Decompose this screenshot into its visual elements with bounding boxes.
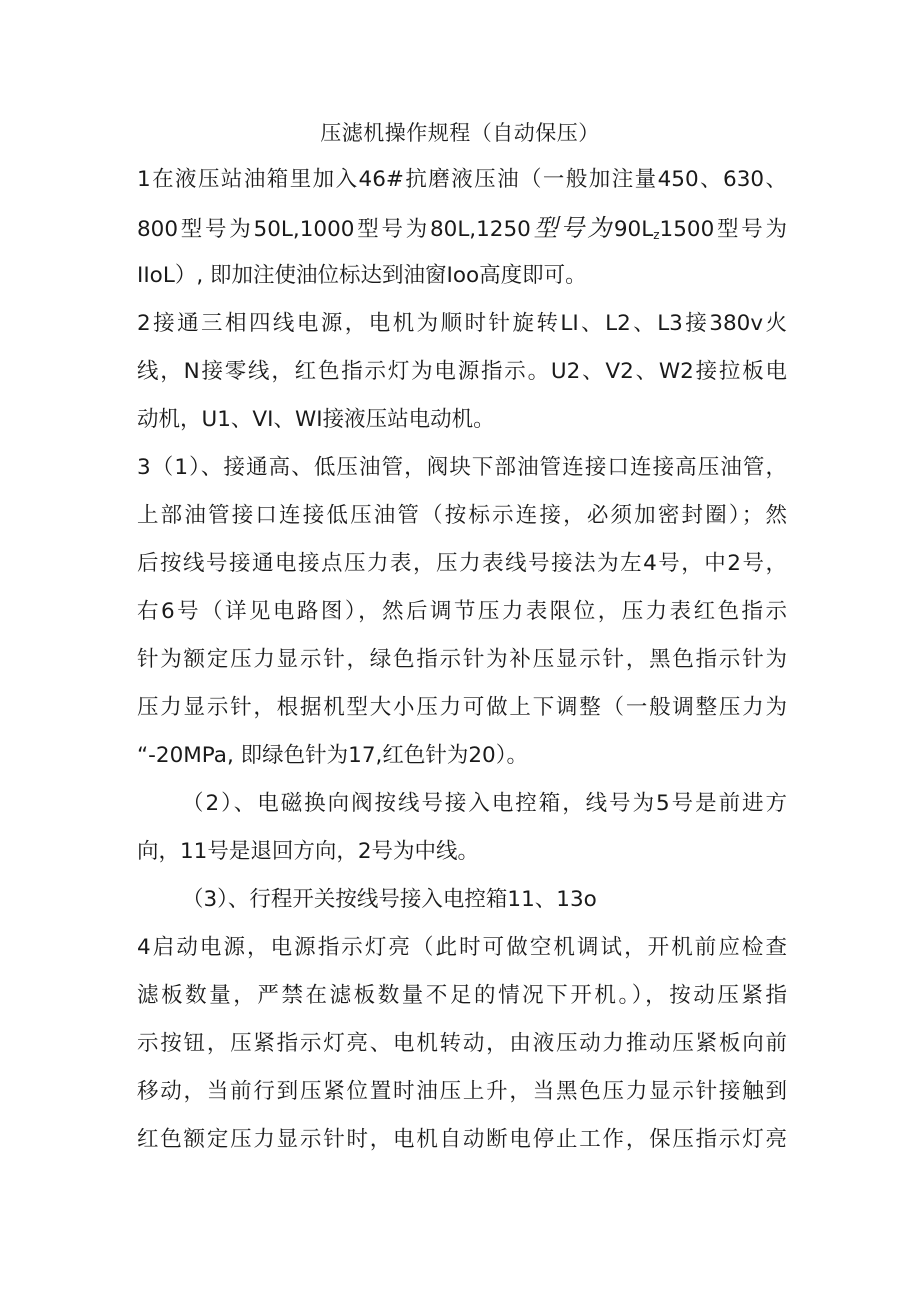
paragraph-3-line-5: 针为额定压力显示针，绿色指示针为补压显示针，黑色指示针为	[137, 647, 787, 672]
paragraph-1-line-2-part-c: 1500型号为	[659, 217, 788, 242]
paragraph-3-line-7: “-20MPa, 即绿色针为17,红色针为20）。	[137, 743, 528, 768]
paragraph-3-line-2: 上部油管接口连接低压油管（按标示连接，必须加密封圈）；然	[137, 503, 787, 528]
paragraph-6-line-2: 滤板数量，严禁在滤板数量不足的情况下开机。），按动压紧指	[137, 983, 787, 1008]
paragraph-4-line-2: 向，11号是退回方向，2号为中线。	[137, 839, 480, 864]
paragraph-2-line-1: 2接通三相四线电源，电机为顺时针旋转LI、L2、L3接380v火	[137, 311, 787, 336]
page-title: 压滤机操作规程（自动保压）	[320, 121, 600, 145]
paragraph-1-line-2-part-b: 90L	[613, 217, 654, 242]
paragraph-3-line-4: 右6号（详见电路图），然后调节压力表限位，压力表红色指示	[137, 599, 787, 624]
paragraph-1-line-3: IIoL）, 即加注使油位标达到油窗Ioo高度即可。	[137, 263, 587, 288]
paragraph-5-line-1: （3）、行程开关按线号接入电控箱11、13o	[182, 887, 597, 912]
paragraph-1-line-2-italic: 型号为	[530, 214, 614, 242]
paragraph-6-line-3: 示按钮，压紧指示灯亮、电机转动，由液压动力推动压紧板向前	[137, 1031, 787, 1056]
paragraph-6-line-5: 红色额定压力显示针时，电机自动断电停止工作，保压指示灯亮	[137, 1127, 787, 1152]
paragraph-3-line-1: 3（1）、接通高、低压油管，阀块下部油管连接口连接高压油管，	[137, 455, 787, 480]
paragraph-2-line-2: 线，N接零线，红色指示灯为电源指示。U2、V2、W2接拉板电	[137, 359, 787, 384]
paragraph-1-line-2-subscript: z	[653, 228, 660, 242]
paragraph-6-line-1: 4启动电源，电源指示灯亮（此时可做空机调试，开机前应检查	[137, 935, 787, 960]
paragraph-2-line-3: 动机，U1、VI、WI接液压站电动机。	[137, 407, 495, 432]
paragraph-3-line-6: 压力显示针，根据机型大小压力可做上下调整（一般调整压力为	[137, 695, 787, 720]
paragraph-1-line-2	[137, 213, 787, 243]
paragraph-1-line-2-part-a: 800型号为50L,1000型号为80L,1250	[137, 217, 531, 242]
paragraph-6-line-4: 移动，当前行到压紧位置时油压上升，当黑色压力显示针接触到	[137, 1079, 787, 1104]
paragraph-4-line-1: （2）、电磁换向阀按线号接入电控箱，线号为5号是前进方	[182, 791, 787, 816]
paragraph-1-line-1: 1在液压站油箱里加入46#抗磨液压油（一般加注量450、630、	[137, 167, 787, 192]
paragraph-3-line-3: 后按线号接通电接点压力表，压力表线号接法为左4号，中2号，	[137, 551, 787, 576]
